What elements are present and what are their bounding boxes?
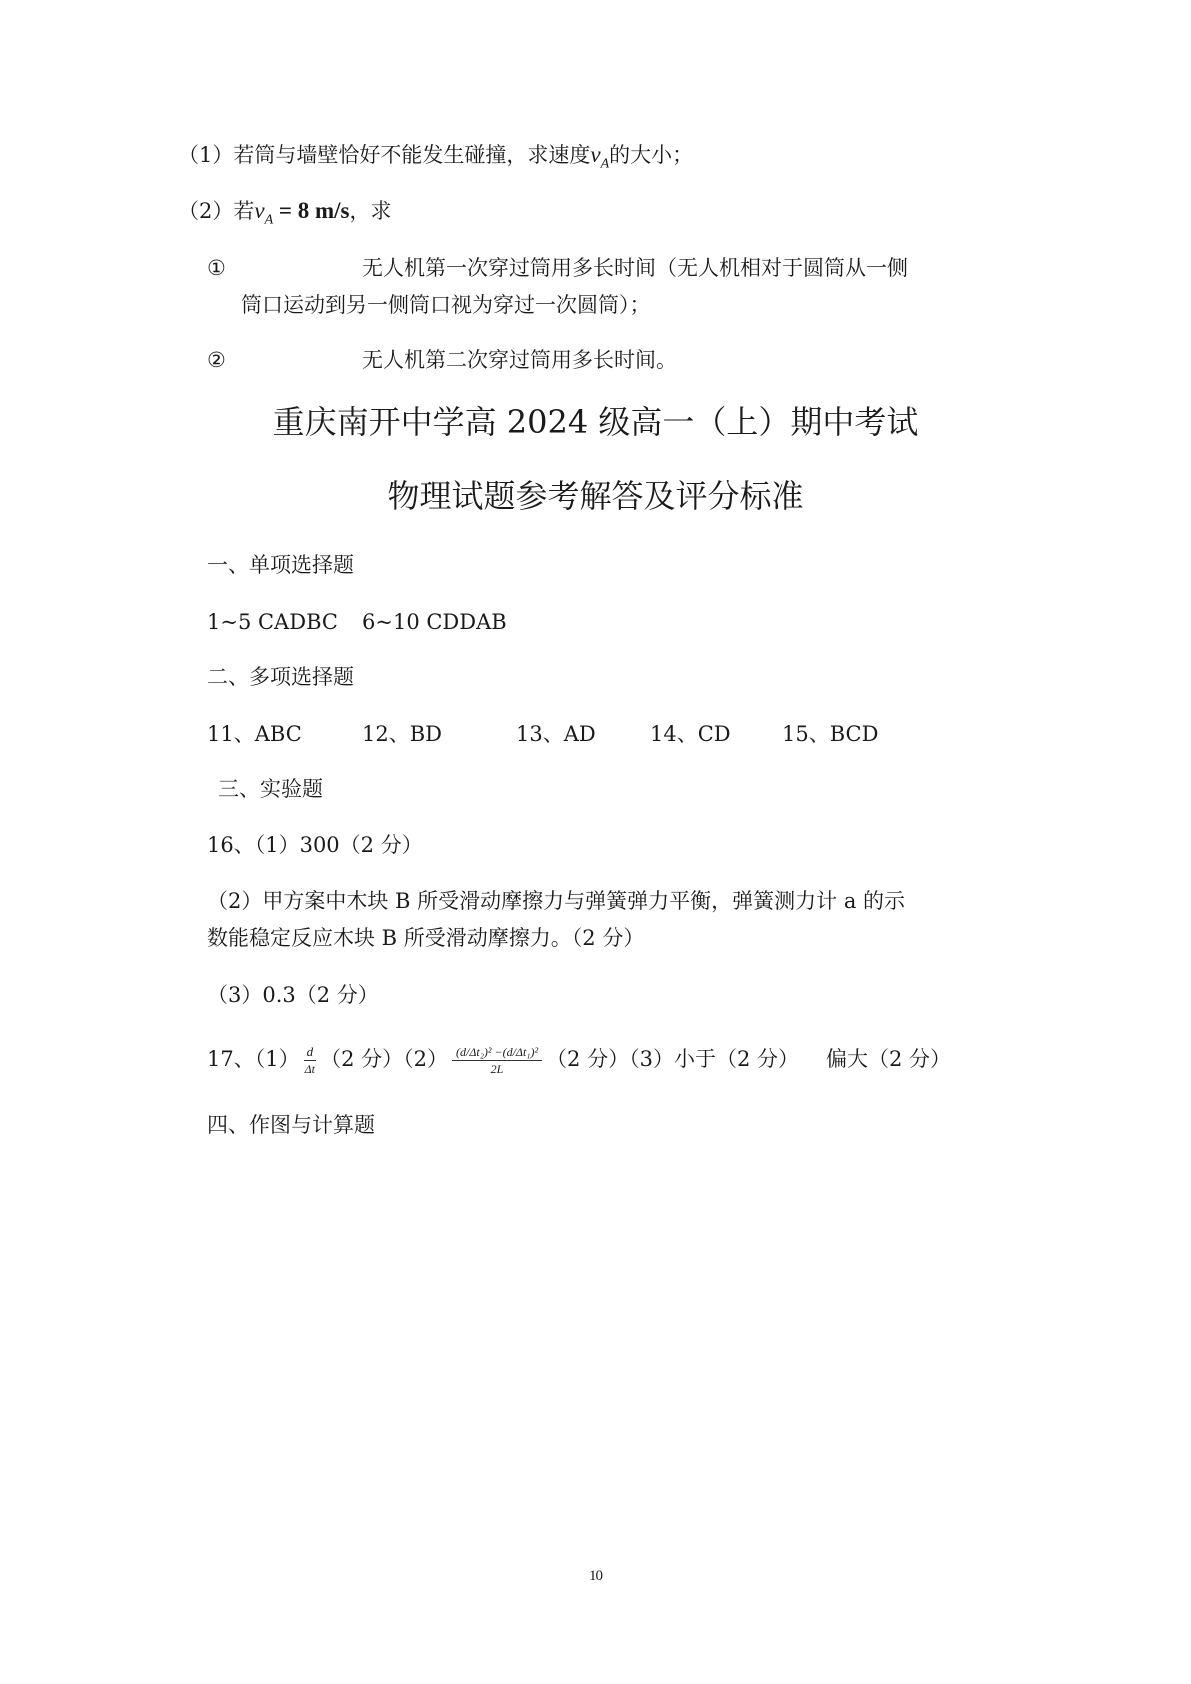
section-4-heading: 四、作图与计算题 — [207, 1113, 375, 1137]
section-1-heading: 一、单项选择题 — [207, 553, 354, 577]
section-3-heading: 三、实验题 — [218, 777, 323, 801]
section-2-answer-15: 15、BCD — [782, 722, 879, 746]
question-1-suffix: 的大小； — [609, 143, 694, 167]
subquestion-2-text: 无人机第二次穿过筒用多长时间。 — [362, 348, 677, 372]
document-subtitle: 物理试题参考解答及评分标准 — [387, 477, 804, 515]
q17-fraction-1: $\frac{d}{\Delta t}$ — [304, 1044, 316, 1076]
q16-part3: （3）0.3（2 分） — [207, 983, 379, 1007]
document-title: 重庆南开中学高 2024 级高一（上）期中考试 — [272, 403, 919, 441]
q16-part2-line2: 数能稳定反应木块 B 所受滑动摩擦力。（2 分） — [207, 926, 645, 950]
q16-part2-line1: （2）甲方案中木块 B 所受滑动摩擦力与弹簧弹力平衡，弹簧测力计 a 的示 — [207, 889, 906, 913]
q17-part4: 偏大（2 分） — [826, 1047, 952, 1071]
q17-label: 17、（1） — [207, 1047, 300, 1071]
subquestion-1-line1: 无人机第一次穿过筒用多长时间（无人机相对于圆筒从一侧 — [362, 256, 908, 280]
subquestion-1-line2: 筒口运动到另一侧筒口视为穿过一次圆筒）； — [241, 293, 651, 317]
question-2-prefix: （2）若 — [178, 199, 255, 223]
question-1 — [178, 141, 693, 179]
q16-part1: 16、（1）300（2 分） — [207, 833, 423, 857]
q17-part1-score: （2 分）（2） — [320, 1047, 448, 1071]
q17-fraction-2: $\frac{\text{(d/Δt₂)² −(d/Δt₁)²}}{2L}$ — [452, 1046, 542, 1075]
section-2-heading: 二、多项选择题 — [207, 665, 354, 689]
subquestion-1-marker: ① — [207, 256, 226, 280]
page-number: 10 — [589, 1568, 602, 1584]
velocity-equation: = 8 m/s — [273, 198, 350, 223]
velocity-symbol: $v_A$ — [590, 142, 610, 172]
section-1-answer-group-1: 1~5 CADBC — [207, 610, 338, 634]
q17-part2-score: （2 分）（3）小于（2 分） — [546, 1047, 799, 1071]
question-2-suffix: ，求 — [349, 199, 392, 223]
section-2-answer-13: 13、AD — [516, 722, 596, 746]
velocity-symbol: $v_A$ — [254, 198, 274, 228]
section-2-answer-11: 11、ABC — [207, 722, 302, 746]
section-2-answer-14: 14、CD — [650, 722, 731, 746]
section-1-answer-group-2: 6~10 CDDAB — [362, 610, 507, 634]
q17-line — [207, 1045, 799, 1075]
question-2 — [178, 197, 392, 235]
subquestion-2-marker: ② — [207, 348, 226, 372]
question-1-prefix: （1）若筒与墙壁恰好不能发生碰撞，求速度 — [178, 143, 591, 167]
section-2-answer-12: 12、BD — [362, 722, 442, 746]
